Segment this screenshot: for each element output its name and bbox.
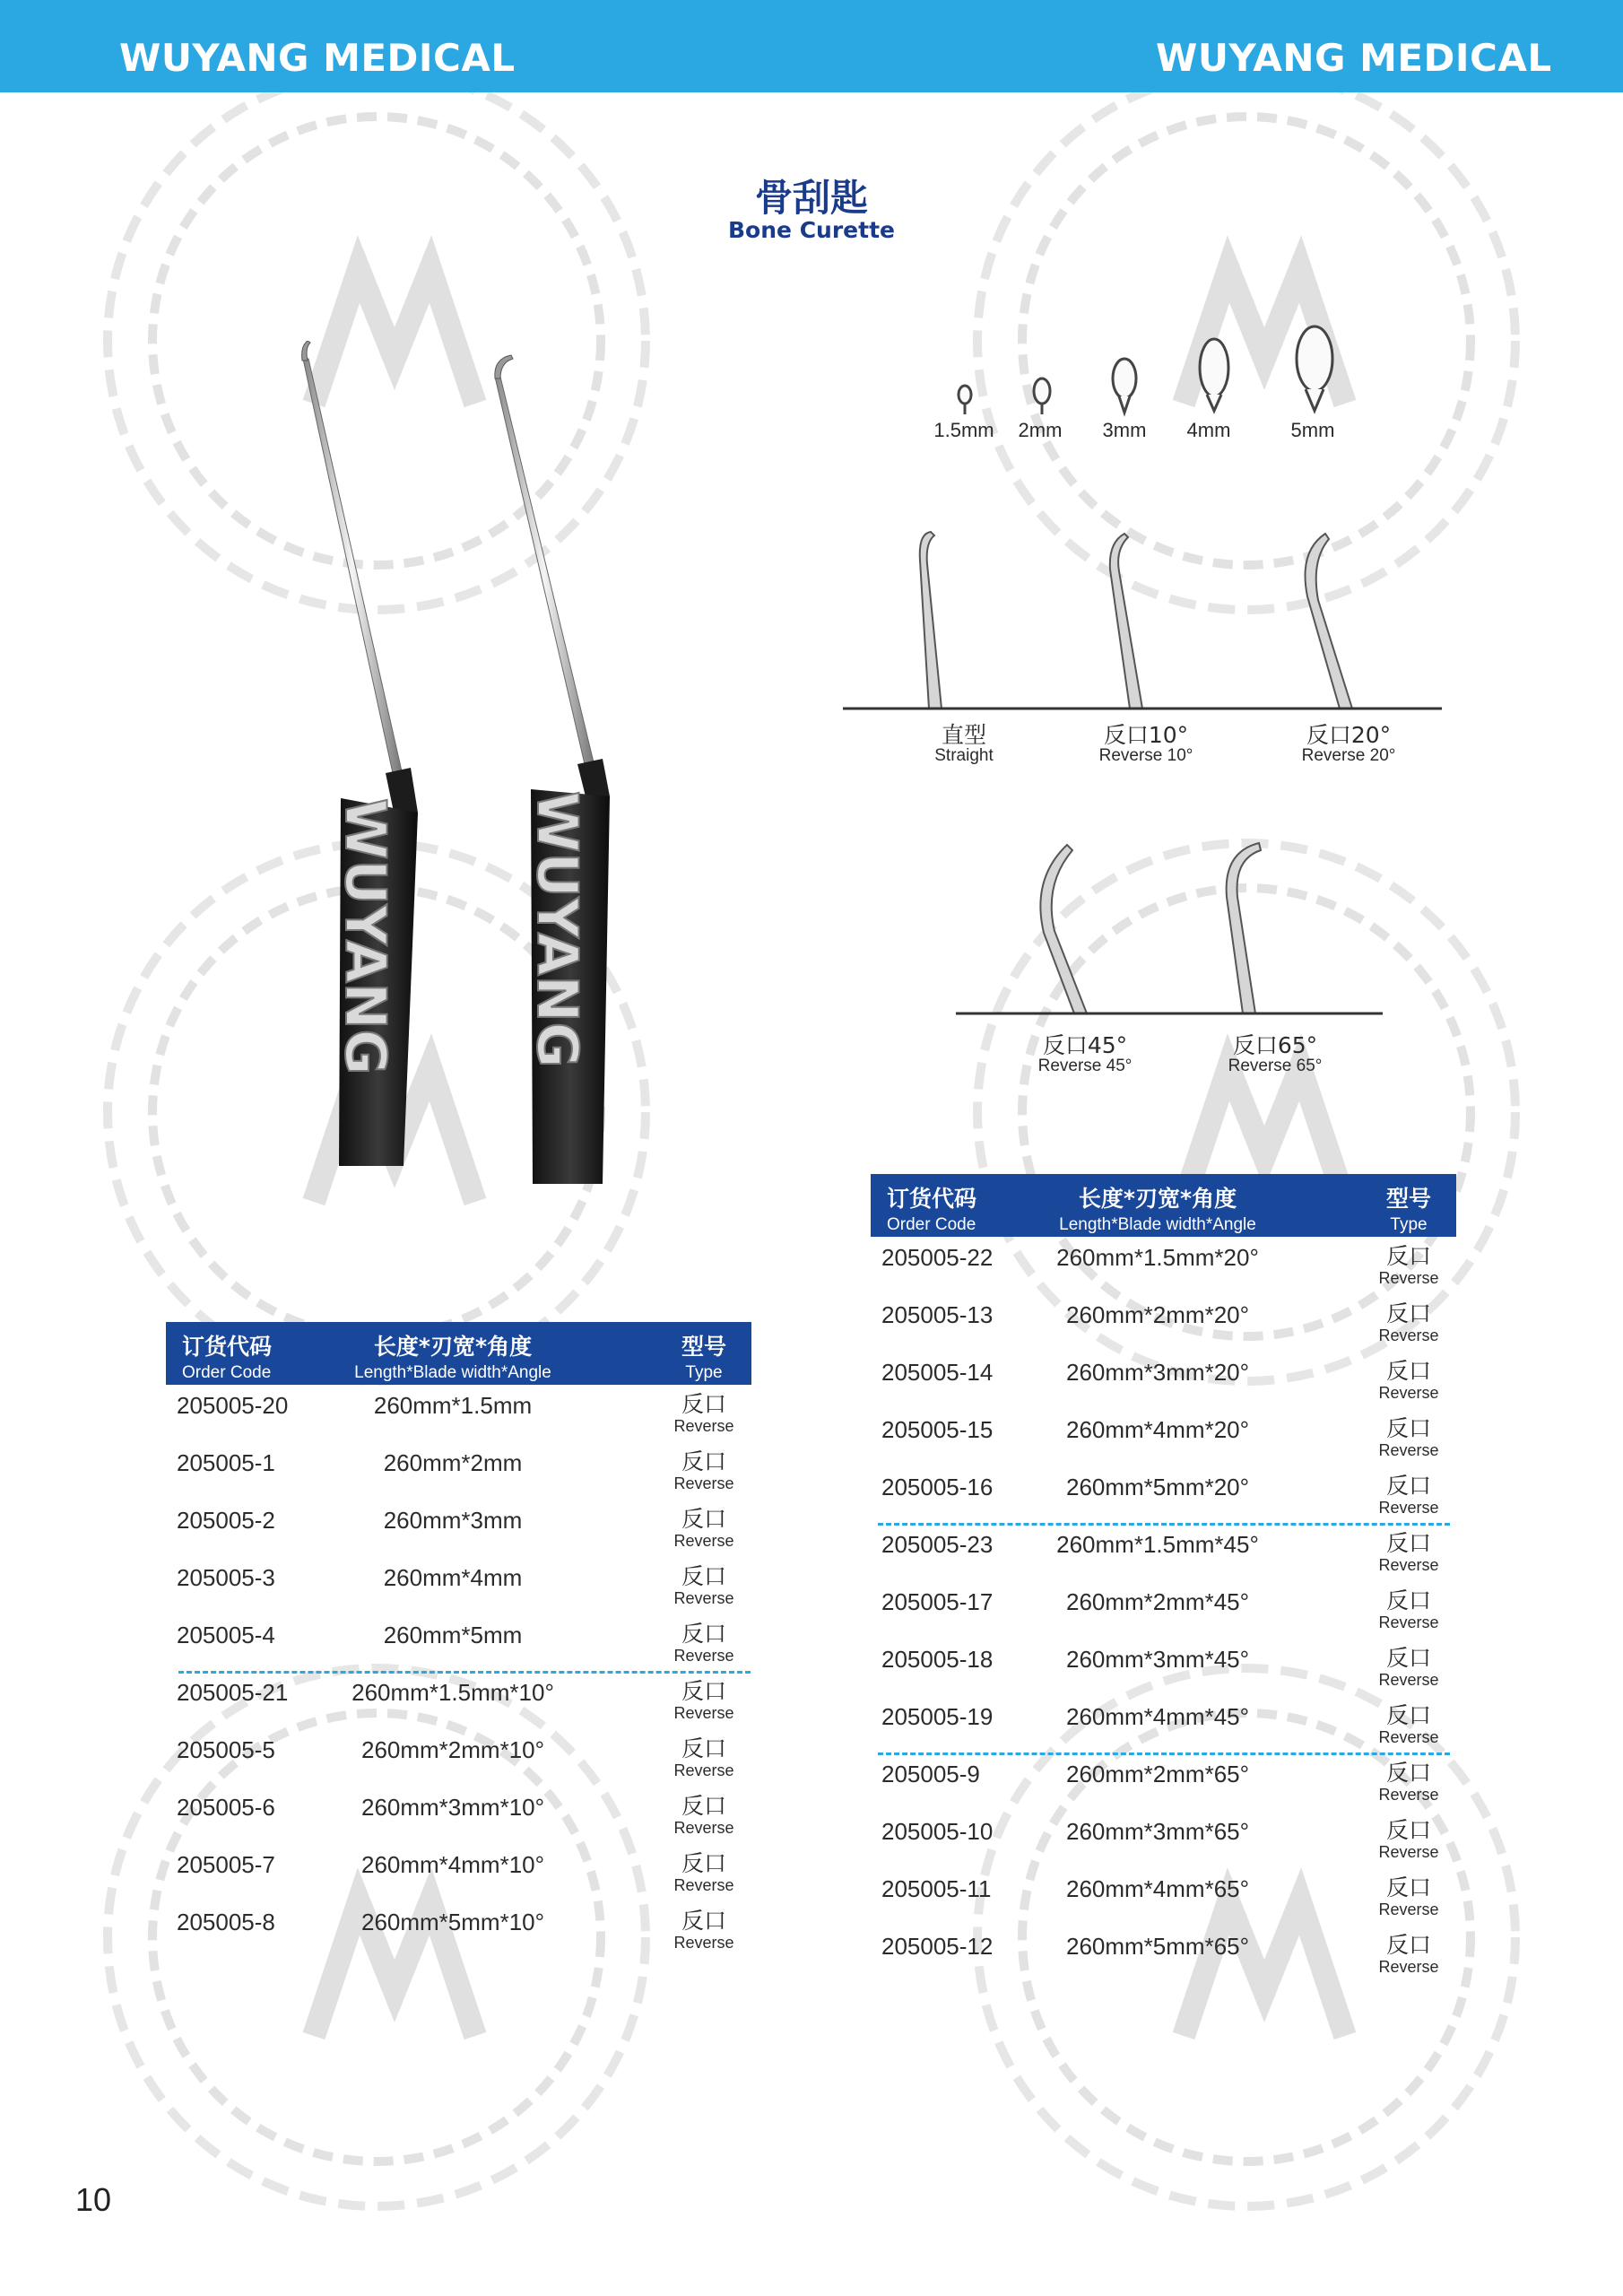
type-en: Reverse — [673, 1819, 734, 1837]
angle-45-en: Reverse 45° — [1037, 1057, 1133, 1075]
type — [668, 1736, 740, 1779]
angle-65-cn: 反口65° — [1232, 1032, 1318, 1058]
size-label-2: 2mm — [1018, 419, 1063, 441]
spec: 260mm*3mm — [383, 1507, 523, 1534]
product-image — [296, 341, 637, 1202]
type-cn: 反口 — [1385, 1415, 1431, 1441]
header-type-en: Type — [685, 1363, 723, 1382]
table-row — [871, 1581, 1456, 1639]
order-code: 205005-12 — [881, 1933, 994, 1960]
type — [668, 1909, 740, 1952]
table-row — [166, 1844, 751, 1901]
header-code-en: Order Code — [182, 1363, 272, 1382]
order-code: 205005-15 — [881, 1416, 994, 1443]
size-label-3: 3mm — [1102, 419, 1147, 441]
header-spec-en: Length*Blade width*Angle — [354, 1363, 551, 1382]
type — [1373, 1301, 1445, 1344]
table-row — [871, 1868, 1456, 1926]
spec: 260mm*1.5mm*20° — [1056, 1244, 1259, 1271]
table-row — [166, 1557, 751, 1614]
header-spec-cn: 长度*刃宽*角度 — [1078, 1186, 1237, 1212]
type-en: Reverse — [1378, 1499, 1439, 1517]
type — [1373, 1359, 1445, 1402]
type-cn: 反口 — [1385, 1300, 1431, 1326]
group-divider — [878, 1523, 1450, 1526]
order-code: 205005-8 — [177, 1909, 275, 1935]
order-code: 205005-9 — [881, 1761, 980, 1787]
angle-tips-row2 — [954, 834, 1384, 1019]
order-code: 205005-18 — [881, 1646, 994, 1673]
type-en: Reverse — [673, 1647, 734, 1665]
spec: 260mm*5mm — [383, 1622, 523, 1648]
type-cn: 反口 — [1385, 1530, 1431, 1556]
type-en: Reverse — [1378, 1843, 1439, 1861]
header-type-cn: 型号 — [1385, 1186, 1431, 1212]
table-row — [166, 1614, 751, 1672]
curette-right — [495, 355, 610, 1184]
order-code: 205005-17 — [881, 1588, 994, 1615]
type — [1373, 1703, 1445, 1746]
spec: 260mm*3mm*65° — [1065, 1818, 1250, 1845]
type — [1373, 1244, 1445, 1287]
type-cn: 反口 — [1385, 1702, 1431, 1728]
group-divider — [178, 1671, 751, 1674]
order-code: 205005-2 — [177, 1507, 275, 1534]
spec: 260mm*3mm*45° — [1065, 1646, 1250, 1673]
order-code: 205005-21 — [177, 1679, 289, 1706]
spec: 260mm*4mm*20° — [1065, 1416, 1250, 1443]
title-chinese: 骨刮匙 — [754, 176, 868, 220]
type-en: Reverse — [1378, 1326, 1439, 1344]
type-cn: 反口 — [1385, 1587, 1431, 1613]
type-cn: 反口 — [1385, 1358, 1431, 1384]
header-spec-cn: 长度*刃宽*角度 — [373, 1334, 533, 1360]
size-label-5: 5mm — [1290, 419, 1335, 441]
header-type — [1382, 1181, 1436, 1235]
order-code: 205005-14 — [881, 1359, 994, 1386]
table-row — [166, 1729, 751, 1787]
title-english: Bone Curette — [728, 217, 895, 243]
handle-brand-right: WUYANG — [525, 791, 590, 1068]
type-cn: 反口 — [681, 1448, 726, 1474]
header-code-cn: 订货代码 — [182, 1334, 273, 1360]
header-spec-en: Length*Blade width*Angle — [1059, 1215, 1256, 1234]
size-label-4: 4mm — [1186, 419, 1231, 441]
handle-brand-left: WUYANG — [333, 798, 398, 1075]
order-code: 205005-6 — [177, 1794, 275, 1821]
spec: 260mm*4mm*45° — [1065, 1703, 1250, 1730]
header-code-cn: 订货代码 — [887, 1186, 977, 1212]
type — [668, 1794, 740, 1837]
type-en: Reverse — [1378, 1671, 1439, 1689]
header-spec — [1050, 1181, 1265, 1235]
type — [668, 1449, 740, 1492]
order-code: 205005-7 — [177, 1851, 275, 1878]
spec: 260mm*5mm*10° — [360, 1909, 545, 1935]
order-code: 205005-5 — [177, 1736, 275, 1763]
type — [668, 1851, 740, 1894]
type-cn: 反口 — [681, 1506, 726, 1532]
type-en: Reverse — [1378, 1269, 1439, 1287]
type-en: Reverse — [1378, 1384, 1439, 1402]
angle-10-cn: 反口10° — [1103, 722, 1189, 748]
header-order-code — [887, 1181, 976, 1235]
type-en: Reverse — [673, 1704, 734, 1722]
angle-45-cn: 反口45° — [1042, 1032, 1128, 1058]
table-row — [166, 1500, 751, 1557]
header-spec — [345, 1329, 560, 1383]
type-cn: 反口 — [1385, 1874, 1431, 1900]
type-en: Reverse — [673, 1589, 734, 1607]
spec: 260mm*4mm*10° — [360, 1851, 545, 1878]
order-code: 205005-20 — [177, 1392, 289, 1419]
type-cn: 反口 — [681, 1793, 726, 1819]
order-code: 205005-16 — [881, 1474, 994, 1500]
size-label-1: 1.5mm — [933, 419, 994, 441]
type-en: Reverse — [1378, 1728, 1439, 1746]
header-type-cn: 型号 — [681, 1334, 726, 1360]
type-cn: 反口 — [681, 1908, 726, 1934]
brand-left: WUYANG MEDICAL — [119, 36, 516, 80]
header-type-en: Type — [1390, 1215, 1428, 1234]
spec: 260mm*3mm*20° — [1065, 1359, 1250, 1386]
type — [1373, 1531, 1445, 1574]
type-en: Reverse — [1378, 1786, 1439, 1804]
type-en: Reverse — [673, 1761, 734, 1779]
table-row — [871, 1926, 1456, 1983]
table-row — [871, 1294, 1456, 1352]
spec: 260mm*2mm*65° — [1065, 1761, 1250, 1787]
order-code: 205005-10 — [881, 1818, 994, 1845]
type-cn: 反口 — [681, 1850, 726, 1876]
order-code: 205005-13 — [881, 1301, 994, 1328]
type-cn: 反口 — [1385, 1760, 1431, 1786]
type — [1373, 1416, 1445, 1459]
type — [1373, 1474, 1445, 1517]
table-row — [871, 1639, 1456, 1696]
spec: 260mm*3mm*10° — [360, 1794, 545, 1821]
type — [1373, 1646, 1445, 1689]
spec: 260mm*4mm*65° — [1065, 1875, 1250, 1902]
spec: 260mm*1.5mm — [373, 1392, 533, 1419]
group-divider — [878, 1752, 1450, 1755]
table-row — [166, 1385, 751, 1442]
type-en: Reverse — [1378, 1613, 1439, 1631]
type-cn: 反口 — [681, 1621, 726, 1647]
type-cn: 反口 — [681, 1563, 726, 1589]
curette-left — [302, 341, 418, 1166]
table-header — [166, 1322, 751, 1385]
order-code: 205005-11 — [881, 1875, 992, 1902]
type-cn: 反口 — [1385, 1817, 1431, 1843]
type-cn: 反口 — [1385, 1243, 1431, 1269]
spec: 260mm*1.5mm*10° — [352, 1679, 554, 1706]
table-row — [166, 1442, 751, 1500]
header-code-en: Order Code — [887, 1215, 976, 1234]
table-row — [871, 1352, 1456, 1409]
type-cn: 反口 — [1385, 1473, 1431, 1499]
angle-straight-en: Straight — [934, 746, 994, 765]
type — [1373, 1588, 1445, 1631]
type-en: Reverse — [1378, 1441, 1439, 1459]
spec: 260mm*2mm*45° — [1065, 1588, 1250, 1615]
type-cn: 反口 — [681, 1735, 726, 1761]
order-code: 205005-23 — [881, 1531, 994, 1558]
type — [668, 1622, 740, 1665]
type — [1373, 1875, 1445, 1918]
type-en: Reverse — [673, 1876, 734, 1894]
spec: 260mm*2mm*20° — [1065, 1301, 1250, 1328]
type — [668, 1679, 740, 1722]
spec: 260mm*5mm*20° — [1065, 1474, 1250, 1500]
table-row — [166, 1901, 751, 1959]
table-header — [871, 1174, 1456, 1237]
header-type — [677, 1329, 731, 1383]
order-code: 205005-22 — [881, 1244, 994, 1271]
type-cn: 反口 — [1385, 1932, 1431, 1958]
type — [668, 1507, 740, 1550]
table-row — [166, 1672, 751, 1729]
table-row — [871, 1409, 1456, 1466]
table-row — [871, 1466, 1456, 1524]
type-en: Reverse — [1378, 1556, 1439, 1574]
order-code: 205005-19 — [881, 1703, 994, 1730]
type — [668, 1392, 740, 1435]
table-row — [871, 1753, 1456, 1811]
table-row — [871, 1696, 1456, 1753]
type-en: Reverse — [673, 1532, 734, 1550]
type-en: Reverse — [673, 1474, 734, 1492]
page-number: 10 — [75, 2181, 112, 2218]
order-code: 205005-1 — [177, 1449, 275, 1476]
type-en: Reverse — [1378, 1958, 1439, 1976]
spec: 260mm*5mm*65° — [1065, 1933, 1250, 1960]
angle-10-en: Reverse 10° — [1098, 746, 1193, 765]
table-row — [871, 1237, 1456, 1294]
header-order-code — [182, 1329, 272, 1383]
order-code: 205005-4 — [177, 1622, 275, 1648]
table-row — [871, 1524, 1456, 1581]
order-code: 205005-3 — [177, 1564, 275, 1591]
table-row — [166, 1787, 751, 1844]
angle-20-en: Reverse 20° — [1301, 746, 1396, 765]
type — [668, 1564, 740, 1607]
type — [1373, 1818, 1445, 1861]
type-cn: 反口 — [681, 1678, 726, 1704]
angle-tips-row1 — [841, 525, 1444, 713]
angle-20-cn: 反口20° — [1306, 722, 1392, 748]
type-en: Reverse — [673, 1417, 734, 1435]
spec: 260mm*2mm — [383, 1449, 523, 1476]
type-en: Reverse — [673, 1934, 734, 1952]
spec: 260mm*1.5mm*45° — [1056, 1531, 1259, 1558]
blade-size-icons — [924, 323, 1354, 422]
spec: 260mm*4mm — [383, 1564, 523, 1591]
table-row — [871, 1811, 1456, 1868]
type — [1373, 1761, 1445, 1804]
type — [1373, 1933, 1445, 1976]
angle-straight-cn: 直型 — [941, 722, 986, 748]
angle-65-en: Reverse 65° — [1228, 1057, 1323, 1075]
brand-right: WUYANG MEDICAL — [1156, 36, 1552, 80]
type-en: Reverse — [1378, 1900, 1439, 1918]
type-cn: 反口 — [681, 1391, 726, 1417]
spec: 260mm*2mm*10° — [360, 1736, 545, 1763]
type-cn: 反口 — [1385, 1645, 1431, 1671]
